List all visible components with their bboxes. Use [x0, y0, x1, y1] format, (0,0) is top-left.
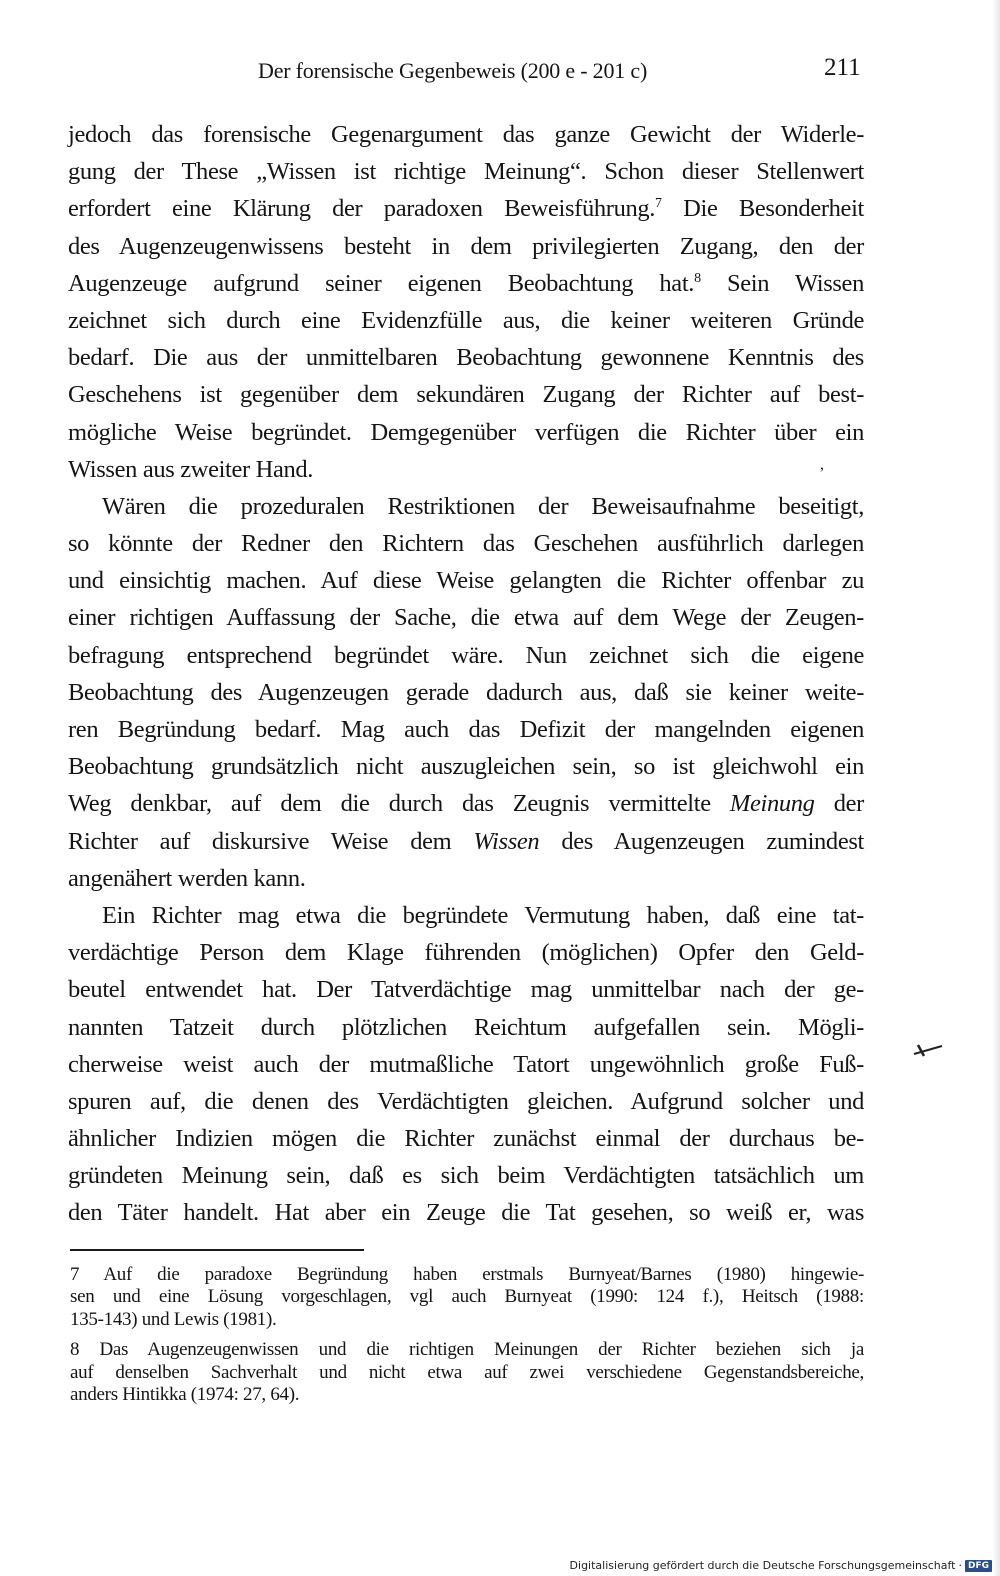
page-number: 211 — [824, 54, 861, 81]
paragraph — [68, 488, 864, 897]
footnote-line: 135-143) und Lewis (1981). — [70, 1308, 277, 1330]
body-text — [68, 116, 864, 1232]
text-line: Richter auf diskursive Weise dem Wissen des Augenzeugen zumindest — [68, 827, 864, 855]
text-line: nannten Tatzeit durch plötzlichen Reichtum aufgefallen sein. Mögli- — [68, 1013, 864, 1041]
text-line: einer richtigen Auffassung der Sache, die etwa auf dem Wege der Zeugen- — [68, 604, 864, 632]
footnote-reference: 7 — [655, 196, 662, 212]
running-head: Der forensische Gegenbeweis (200 e - 201 c) — [258, 58, 648, 83]
text-line: gung der These „Wissen ist richtige Meinung“. Schon dieser Stellenwert — [68, 158, 864, 186]
footer-text: Digitalisierung gefördert durch die Deutsche Forschungsgemeinschaft — [569, 1559, 956, 1572]
text-line: angenähert werden kann. — [68, 864, 306, 892]
text-line: ren Begründung bedarf. Mag auch das Defizit der mangelnden eigenen — [68, 716, 864, 743]
text-line: des Augenzeugenwissens besteht in dem privilegierten Zugang, den der — [68, 232, 864, 260]
text-line: und einsichtig machen. Auf diese Weise gelangten die Richter offenbar zu — [68, 567, 864, 595]
text-line: gründeten Meinung sein, daß es sich beim Verdächtigten tatsächlich um — [68, 1162, 864, 1190]
text-line: so könnte der Redner den Richtern das Geschehen ausführlich darlegen — [68, 530, 864, 558]
text-line: mögliche Weise begründet. Demgegenüber verfügen die Richter über ein — [68, 418, 864, 446]
text-line: Augenzeuge aufgrund seiner eigenen Beobachtung hat.$^8$ Sein Wissen — [68, 269, 864, 297]
text-line: befragung entsprechend begründet wäre. Nun zeichnet sich die eigene — [68, 641, 864, 669]
emphasized-word: Meinung — [729, 790, 815, 818]
text-line: spuren auf, die denen des Verdächtigten gleichen. Aufgrund solcher und — [68, 1087, 864, 1115]
paragraph — [68, 897, 864, 1232]
paragraph — [68, 116, 864, 488]
margin-pencil-mark — [912, 1042, 946, 1060]
text-line: Weg denkbar, auf dem die durch das Zeugnis vermittelte Meinung der — [68, 790, 864, 818]
text-line: erfordert eine Klärung der paradoxen Beweisführung.$^7$ Die Besonderheit — [68, 195, 864, 223]
emphasized-word: Wissen — [473, 827, 540, 855]
footnote — [70, 1264, 864, 1331]
footnote-line: 8 Das Augenzeugenwissen und die richtigen Meinungen der Richter beziehen sich ja — [70, 1339, 864, 1361]
text-line: cherweise weist auch der mutmaßliche Tatort ungewöhnlich große Fuß- — [68, 1050, 864, 1078]
footnote-line: anders Hintikka (1974: 27, 64). — [70, 1383, 300, 1405]
footnote — [70, 1339, 864, 1406]
text-line: zeichnet sich durch eine Evidenzfülle aus, die keiner weiteren Gründe — [68, 306, 864, 334]
text-line: Wissen aus zweiter Hand. — [68, 455, 314, 483]
text-line: verdächtige Person dem Klage führenden (möglichen) Opfer den Geld- — [68, 939, 864, 967]
text-line: bedarf. Die aus der unmittelbaren Beobachtung gewonnene Kenntnis des — [68, 344, 864, 372]
text-line: ähnlicher Indizien mögen die Richter zunächst einmal der durchaus be- — [68, 1125, 864, 1153]
page-edge-shadow — [992, 0, 1000, 1576]
footnote-line: auf denselben Sachverhalt und nicht etwa auf zwei verschiedene Gegenstandsbereiche, — [70, 1361, 864, 1383]
footnote-line: 7 Auf die paradoxe Begründung haben erstmals Burnyeat/Barnes (1980) hingewie- — [70, 1264, 864, 1285]
footnote-line: sen und eine Lösung vorgeschlagen, vgl auch Burnyeat (1990: 124 f.), Heitsch (1988: — [70, 1286, 864, 1308]
text-line: jedoch das forensische Gegenargument das ganze Gewicht der Widerle- — [68, 121, 864, 148]
text-line: den Täter handelt. Hat aber ein Zeuge die Tat gesehen, so weiß er, was — [68, 1199, 864, 1227]
text-line: Beobachtung des Augenzeugen gerade dadurch aus, daß sie keiner weite- — [68, 678, 864, 706]
text-line: Beobachtung grundsätzlich nicht auszugleichen sein, so ist gleichwohl ein — [68, 753, 864, 781]
digitization-footer: Digitalisierung gefördert durch die Deutsche Forschungsgemeinschaft · DFG — [570, 1559, 992, 1572]
text-line: Geschehens ist gegenüber dem sekundären Zugang der Richter auf best- — [68, 381, 864, 409]
footnotes — [70, 1264, 864, 1406]
text-line: beutel entwendet hat. Der Tatverdächtige mag unmittelbar nach der ge- — [68, 976, 864, 1004]
footnote-reference: 8 — [694, 270, 701, 286]
text-line: Wären die prozeduralen Restriktionen der Beweisaufnahme beseitigt, — [102, 492, 864, 520]
stray-mark: , — [820, 456, 824, 473]
dfg-logo: DFG — [965, 1560, 992, 1572]
footnote-rule — [70, 1249, 364, 1251]
text-line: Ein Richter mag etwa die begründete Vermutung haben, daß eine tat- — [102, 901, 864, 929]
